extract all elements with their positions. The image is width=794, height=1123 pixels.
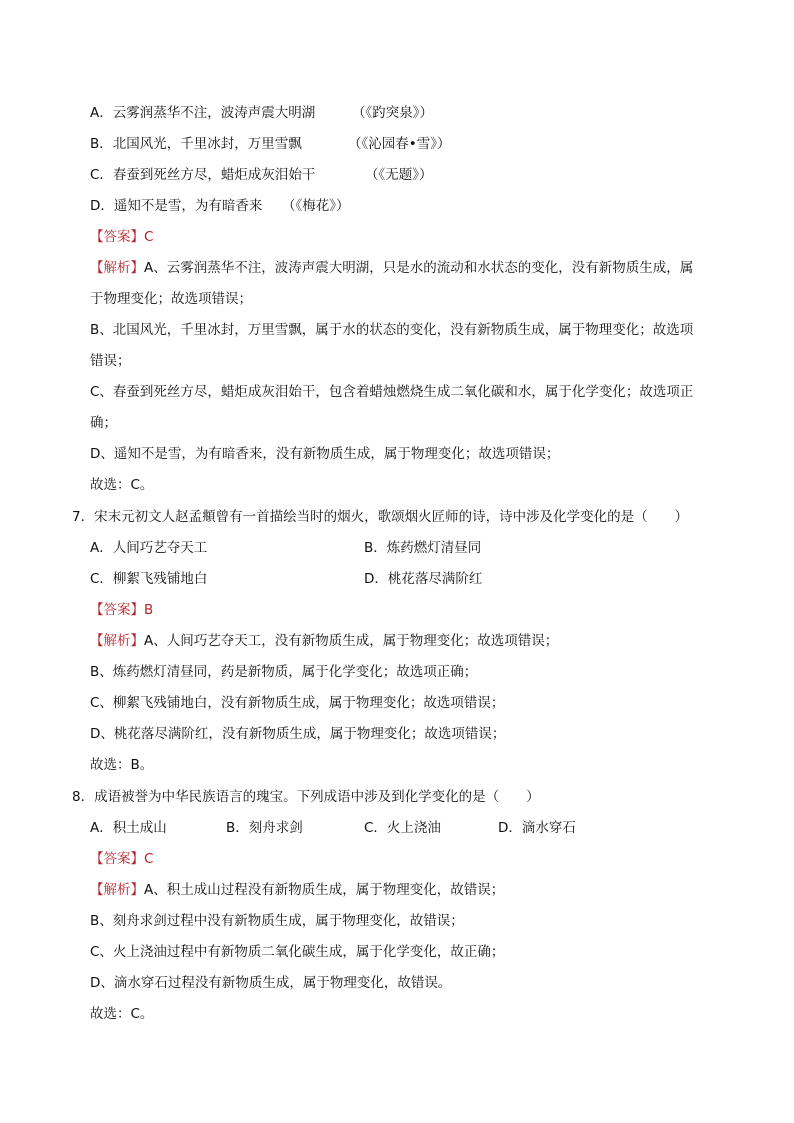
q7-option-a: A．人间巧艺夺天工: [90, 540, 208, 556]
q8-analysis-line-4: D、滴水穿石过程没有新物质生成，属于物理变化，故错误。: [90, 975, 452, 991]
q7-option-c: C．柳絮飞残铺地白: [90, 571, 208, 587]
q7-answer: [90, 601, 153, 619]
q6-option-d-source: （《梅花》）: [282, 198, 350, 214]
analysis-tag: 【解析】: [90, 260, 144, 276]
q6-option-c-source: （《无题》）: [365, 167, 433, 183]
q6-analysis-line-6: 确；: [90, 415, 117, 431]
analysis-tag: 【解析】: [90, 882, 144, 898]
q6-option-a: A．云雾润蒸华不注，波涛声震大明湖: [90, 105, 316, 121]
q6-option-c: C．春蚕到死丝方尽，蜡炬成灰泪始干: [90, 167, 316, 183]
q7-analysis-line-2: B、炼药燃灯清昼同，药是新物质，属于化学变化；故选项正确；: [90, 664, 478, 680]
q8-option-c: C．火上浇油: [364, 820, 441, 836]
q6-analysis-line-4: 错误；: [90, 353, 131, 369]
q6-analysis-line-5: C、春蚕到死丝方尽，蜡炬成灰泪始干，包含着蜡烛燃烧生成二氧化碳和水，属于化学变化；故选项正: [90, 384, 694, 400]
answer-tag: 【答案】: [90, 851, 144, 867]
q7-analysis-line-3: C、柳絮飞残铺地白，没有新物质生成，属于物理变化；故选项错误；: [90, 695, 505, 711]
q7-stem: 7．宋末元初文人赵孟頫曾有一首描绘当时的烟火，歌颂烟火匠师的诗，诗中涉及化学变化的是（ ）: [72, 509, 689, 525]
answer-value: B: [144, 602, 154, 618]
q8-option-a: A．积土成山: [90, 820, 167, 836]
q7-analysis-line-5: 故选：B。: [90, 757, 154, 773]
q7-analysis-line-1: 【解析】A、人间巧艺夺天工，没有新物质生成，属于物理变化；故选项错误；: [90, 633, 559, 649]
q6-option-b-source: （《沁园春•雪》）: [348, 136, 451, 152]
answer-value: C: [144, 229, 154, 245]
answer-tag: 【答案】: [90, 229, 144, 245]
q7-analysis-line-4: D、桃花落尽满阶红，没有新物质生成，属于物理变化；故选项错误；: [90, 726, 506, 742]
q6-analysis-line-8: 故选：C。: [90, 477, 154, 493]
q8-stem: 8．成语被誉为中华民族语言的瑰宝。下列成语中涉及到化学变化的是（ ）: [72, 789, 540, 805]
q6-option-d: D．遥知不是雪，为有暗香来: [90, 198, 263, 214]
q8-analysis-line-5: 故选：C。: [90, 1006, 154, 1022]
q8-option-b: B．刻舟求剑: [226, 820, 303, 836]
answer-tag: 【答案】: [90, 602, 144, 618]
answer-value: C: [144, 851, 154, 867]
q6-analysis-line-2: 于物理变化；故选项错误；: [90, 291, 252, 307]
q8-option-d: D．滴水穿石: [498, 820, 576, 836]
q8-analysis-line-2: B、刻舟求剑过程中没有新物质生成，属于物理变化，故错误；: [90, 913, 464, 929]
q8-answer: [90, 850, 153, 868]
q6-analysis-line-3: B、北国风光，千里冰封，万里雪飘，属于水的状态的变化，没有新物质生成，属于物理变化；故选项: [90, 322, 694, 338]
q6-option-a-source: （《趵突泉》）: [352, 105, 433, 121]
q7-option-d: D．桃花落尽满阶红: [364, 571, 483, 587]
q6-option-b: B．北国风光，千里冰封，万里雪飘: [90, 136, 302, 152]
analysis-tag: 【解析】: [90, 633, 144, 649]
q6-analysis-line-1: 【解析】A、云雾润蒸华不注，波涛声震大明湖，只是水的流动和水状态的变化，没有新物质生成，属: [90, 260, 694, 276]
q8-analysis-line-1: 【解析】A、积土成山过程没有新物质生成，属于物理变化，故错误；: [90, 882, 505, 898]
q8-analysis-line-3: C、火上浇油过程中有新物质二氧化碳生成，属于化学变化，故正确；: [90, 944, 505, 960]
q6-analysis-line-7: D、遥知不是雪，为有暗香来，没有新物质生成，属于物理变化；故选项错误；: [90, 446, 560, 462]
q7-option-b: B．炼药燃灯清昼同: [364, 540, 482, 556]
q6-answer: [90, 228, 153, 246]
